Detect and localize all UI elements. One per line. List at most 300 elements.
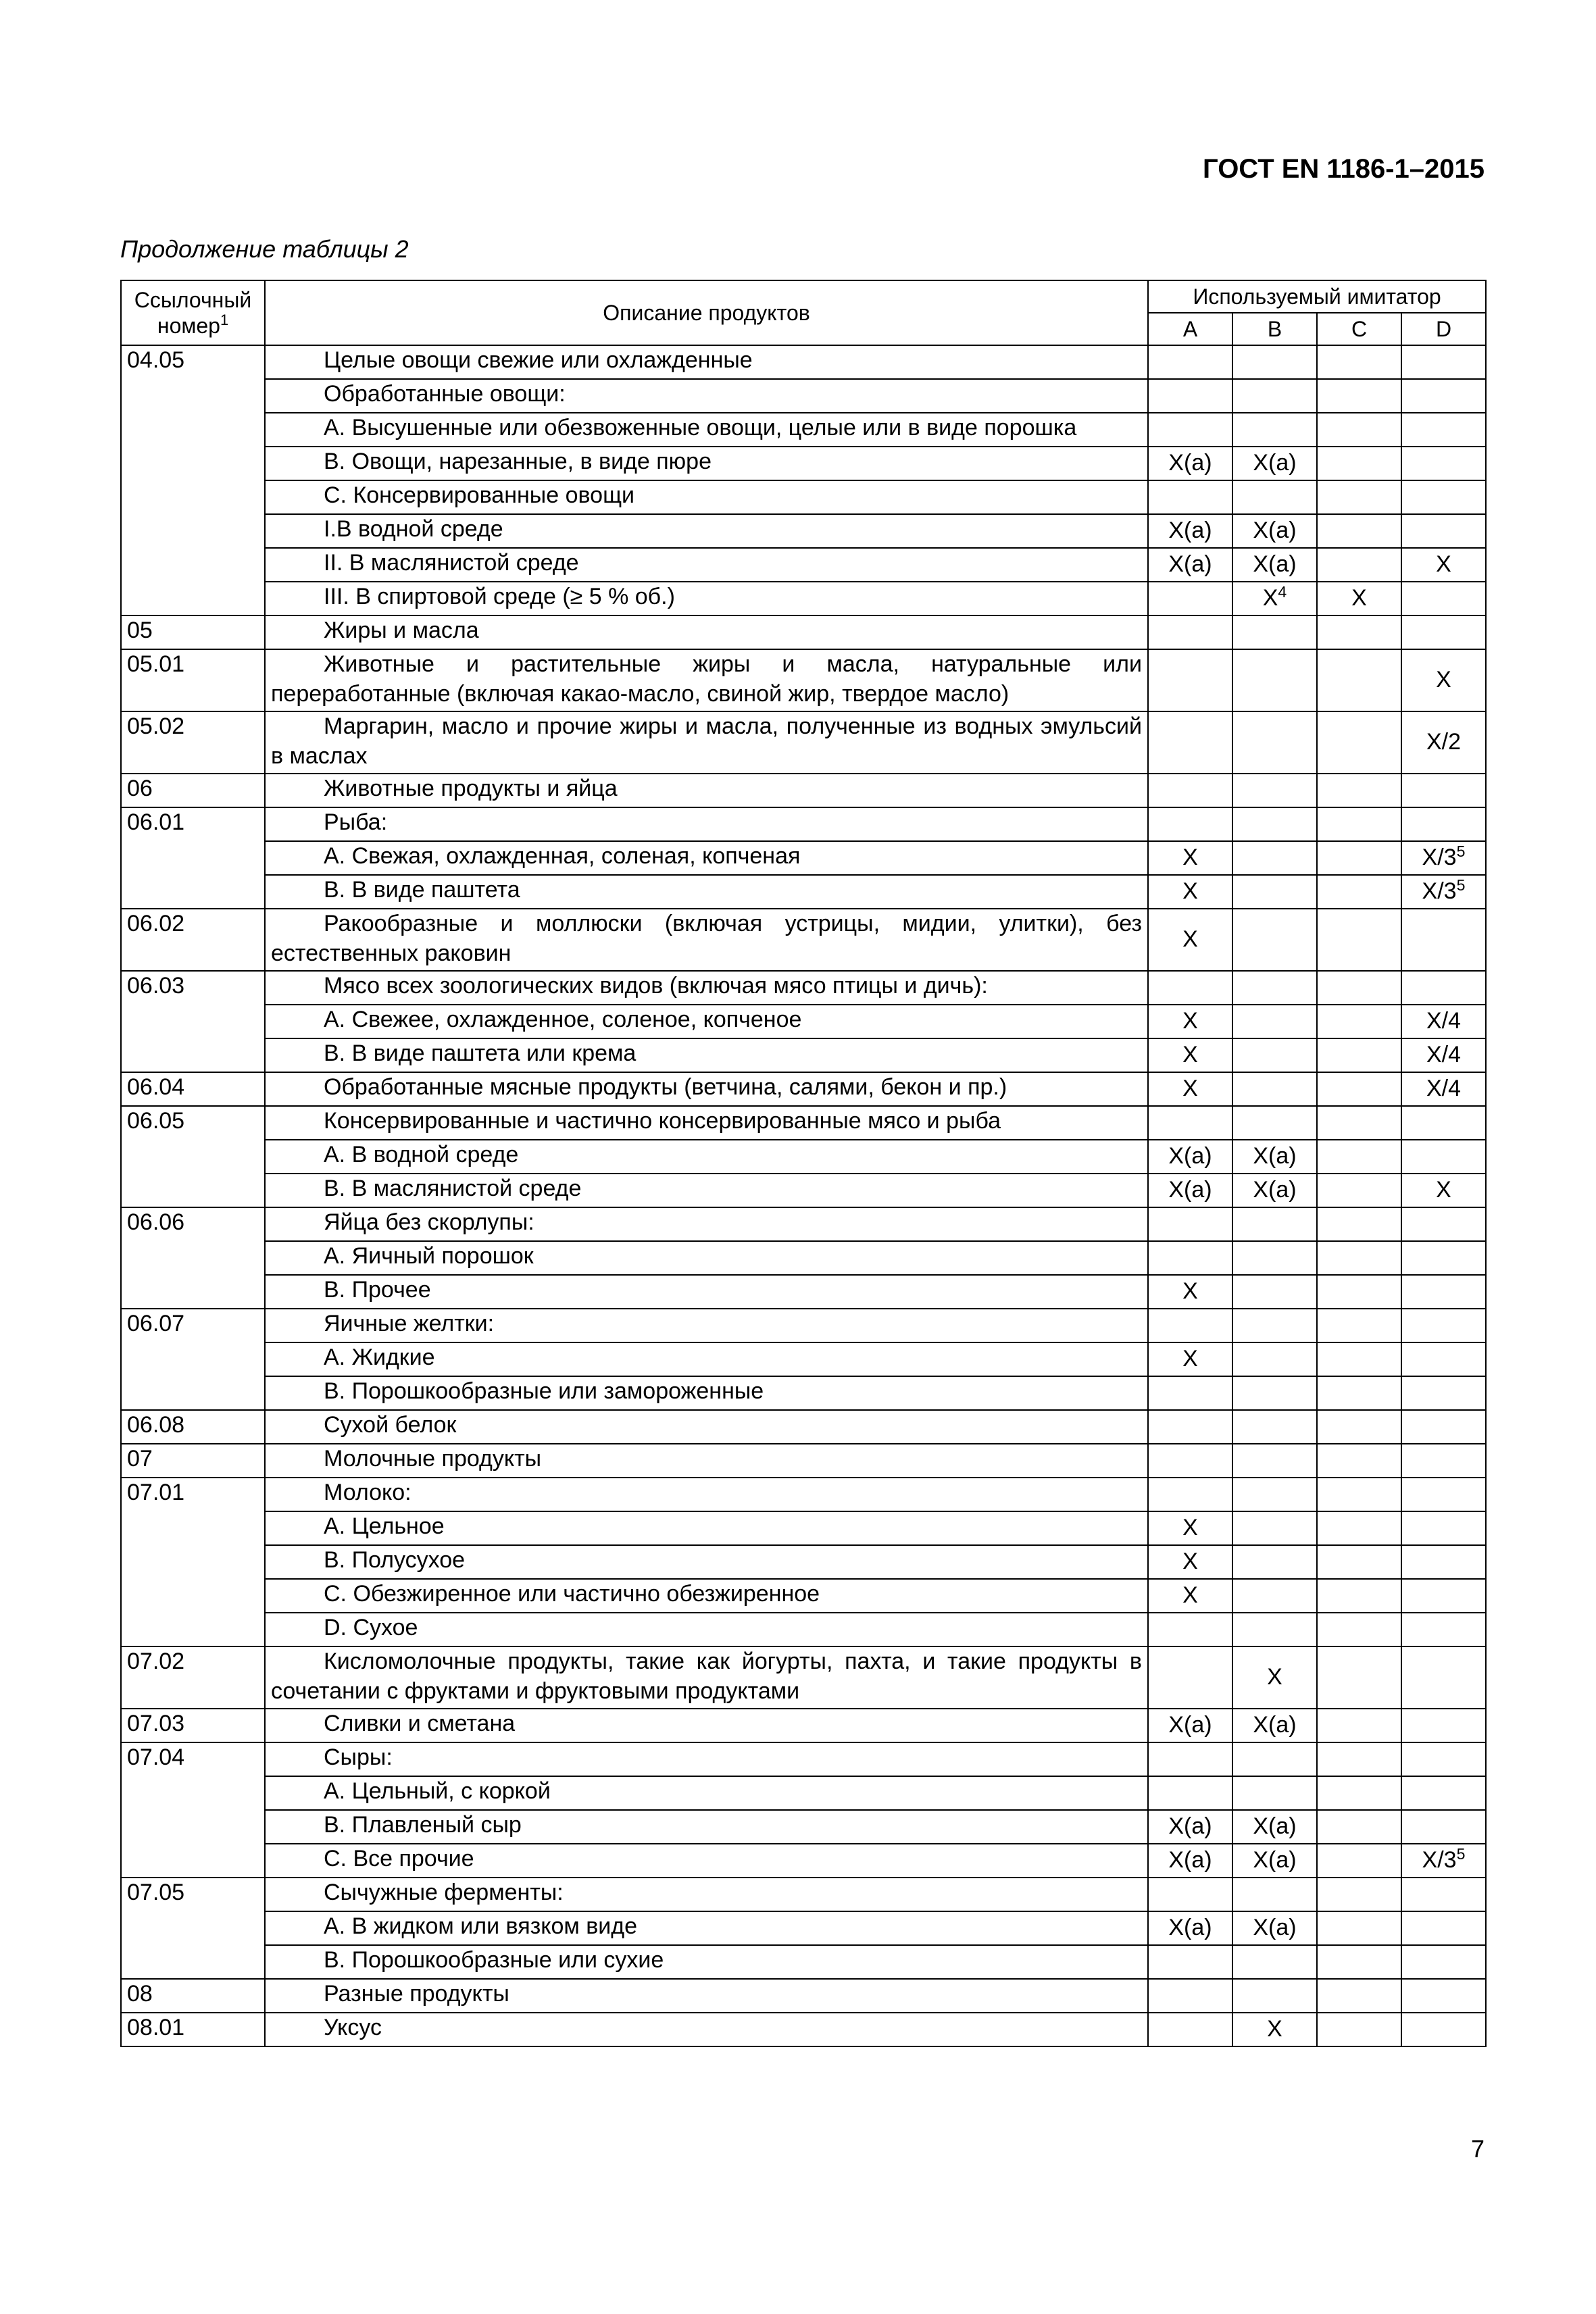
table-row	[121, 345, 1486, 379]
simulant-c-cell	[1317, 649, 1401, 711]
simulant-d-cell	[1401, 649, 1486, 711]
simulant-table	[120, 280, 1487, 2047]
simulant-a-cell	[1148, 1878, 1232, 1911]
simulant-a-cell	[1148, 1511, 1232, 1545]
simulant-b-cell	[1232, 1241, 1317, 1275]
simulant-a-cell	[1148, 1072, 1232, 1106]
simulant-c-cell	[1317, 774, 1401, 807]
product-description: Обработанные мясные продукты (ветчина, салями, бекон и пр.)	[265, 1072, 1148, 1106]
header-ref-footnote: 1	[220, 311, 229, 329]
product-description: Сыры:	[265, 1742, 1148, 1776]
simulant-b-cell	[1232, 1072, 1317, 1106]
simulant-mark: X	[1182, 926, 1198, 953]
table-row	[121, 447, 1486, 480]
table-row	[121, 1945, 1486, 1979]
product-description: Молочные продукты	[265, 1444, 1148, 1478]
product-description: B. Порошкообразные или замороженные	[265, 1376, 1148, 1410]
simulant-mark: X(a)	[1168, 450, 1212, 476]
table-row	[121, 480, 1486, 514]
simulant-d-cell	[1401, 413, 1486, 447]
simulant-c-cell	[1317, 1742, 1401, 1776]
simulant-b-cell	[1232, 615, 1317, 649]
simulant-mark: X(a)	[1253, 1177, 1297, 1203]
simulant-d-cell	[1401, 1241, 1486, 1275]
simulant-mark: X(a)	[1253, 450, 1297, 476]
simulant-c-cell	[1317, 1511, 1401, 1545]
simulant-b-cell	[1232, 1709, 1317, 1742]
header-simulant-b: B	[1232, 313, 1317, 345]
product-description: Животные продукты и яйца	[265, 774, 1148, 807]
simulant-mark: X	[1182, 1549, 1198, 1575]
simulant-mark: X	[1436, 667, 1451, 693]
simulant-a-cell	[1148, 1545, 1232, 1579]
table-row	[121, 971, 1486, 1005]
simulant-mark: X	[1182, 1076, 1198, 1102]
simulant-d-cell	[1401, 1911, 1486, 1945]
simulant-c-cell	[1317, 1844, 1401, 1878]
simulant-c-cell	[1317, 1709, 1401, 1742]
table-row	[121, 1410, 1486, 1444]
simulant-c-cell	[1317, 1478, 1401, 1511]
simulant-d-cell	[1401, 615, 1486, 649]
product-description: A. В водной среде	[265, 1140, 1148, 1174]
table-row	[121, 1844, 1486, 1878]
simulant-d-cell	[1401, 447, 1486, 480]
simulant-b-cell	[1232, 413, 1317, 447]
simulant-a-cell	[1148, 1309, 1232, 1342]
simulant-c-cell	[1317, 514, 1401, 548]
product-description: I.В водной среде	[265, 514, 1148, 548]
simulant-d-cell	[1401, 548, 1486, 582]
simulant-c-cell	[1317, 1646, 1401, 1709]
simulant-c-cell	[1317, 971, 1401, 1005]
simulant-b-cell	[1232, 1038, 1317, 1072]
simulant-mark: X(a)	[1253, 1712, 1297, 1738]
simulant-mark: X	[1182, 1346, 1198, 1372]
simulant-a-cell	[1148, 2013, 1232, 2046]
product-description: A. Высушенные или обезвоженные овощи, целые или в виде порошка	[265, 413, 1148, 447]
product-description: Целые овощи свежие или охлажденные	[265, 345, 1148, 379]
table-row	[121, 548, 1486, 582]
table-row	[121, 1309, 1486, 1342]
simulant-d-cell	[1401, 582, 1486, 615]
simulant-c-cell	[1317, 1106, 1401, 1140]
simulant-d-cell	[1401, 1545, 1486, 1579]
product-description: Разные продукты	[265, 1979, 1148, 2013]
table-row	[121, 875, 1486, 909]
reference-number: 07.04	[121, 1742, 265, 1878]
simulant-a-cell	[1148, 379, 1232, 413]
product-description: B. Прочее	[265, 1275, 1148, 1309]
simulant-a-cell	[1148, 1844, 1232, 1878]
table-row	[121, 807, 1486, 841]
table-row	[121, 1979, 1486, 2013]
simulant-mark: X	[1182, 878, 1198, 905]
reference-number: 05.02	[121, 711, 265, 774]
product-description: Сухой белок	[265, 1410, 1148, 1444]
simulant-mark: X(a)	[1168, 1813, 1212, 1840]
simulant-mark: X(a)	[1168, 1712, 1212, 1738]
simulant-a-cell	[1148, 649, 1232, 711]
reference-number: 06.05	[121, 1106, 265, 1207]
simulant-mark: X	[1182, 1515, 1198, 1541]
table-row	[121, 841, 1486, 875]
simulant-a-cell	[1148, 1945, 1232, 1979]
footnote-ref: 5	[1456, 842, 1466, 860]
simulant-b-cell	[1232, 1207, 1317, 1241]
simulant-d-cell	[1401, 971, 1486, 1005]
simulant-mark: X/2	[1426, 729, 1462, 755]
page-number: 7	[1470, 2135, 1485, 2163]
reference-number: 07	[121, 1444, 265, 1478]
simulant-c-cell	[1317, 1776, 1401, 1810]
simulant-b-cell	[1232, 1810, 1317, 1844]
simulant-a-cell	[1148, 971, 1232, 1005]
product-description: Молоко:	[265, 1478, 1148, 1511]
reference-number: 05	[121, 615, 265, 649]
simulant-b-cell	[1232, 1444, 1317, 1478]
simulant-b-cell	[1232, 2013, 1317, 2046]
product-description: B. В маслянистой среде	[265, 1174, 1148, 1207]
simulant-c-cell	[1317, 1241, 1401, 1275]
simulant-b-cell	[1232, 1579, 1317, 1613]
table-row	[121, 1241, 1486, 1275]
simulant-a-cell	[1148, 807, 1232, 841]
simulant-mark: X/3	[1422, 878, 1457, 905]
table-row	[121, 1140, 1486, 1174]
product-description: A. Свежее, охлажденное, соленое, копченое	[265, 1005, 1148, 1038]
simulant-a-cell	[1148, 1241, 1232, 1275]
simulant-a-cell	[1148, 1478, 1232, 1511]
simulant-b-cell	[1232, 1275, 1317, 1309]
simulant-d-cell	[1401, 1038, 1486, 1072]
table-row	[121, 909, 1486, 971]
simulant-c-cell	[1317, 807, 1401, 841]
simulant-a-cell	[1148, 1979, 1232, 2013]
table-row	[121, 1810, 1486, 1844]
simulant-d-cell	[1401, 1776, 1486, 1810]
simulant-c-cell	[1317, 1545, 1401, 1579]
simulant-b-cell	[1232, 1979, 1317, 2013]
simulant-b-cell	[1232, 1140, 1317, 1174]
simulant-d-cell	[1401, 1376, 1486, 1410]
simulant-d-cell	[1401, 1979, 1486, 2013]
simulant-d-cell	[1401, 1207, 1486, 1241]
simulant-b-cell	[1232, 1410, 1317, 1444]
simulant-a-cell	[1148, 1106, 1232, 1140]
product-description: III. В спиртовой среде (≥ 5 % об.)	[265, 582, 1148, 615]
simulant-a-cell	[1148, 615, 1232, 649]
simulant-a-cell	[1148, 1742, 1232, 1776]
reference-number: 07.05	[121, 1878, 265, 1979]
simulant-b-cell	[1232, 447, 1317, 480]
reference-number: 06.03	[121, 971, 265, 1072]
table-row	[121, 1776, 1486, 1810]
simulant-c-cell	[1317, 1174, 1401, 1207]
table-row	[121, 615, 1486, 649]
reference-number: 07.03	[121, 1709, 265, 1742]
simulant-d-cell	[1401, 1174, 1486, 1207]
simulant-c-cell	[1317, 2013, 1401, 2046]
simulant-c-cell	[1317, 1878, 1401, 1911]
product-description: Жиры и масла	[265, 615, 1148, 649]
simulant-a-cell	[1148, 548, 1232, 582]
simulant-mark: X	[1351, 585, 1367, 611]
product-description: Уксус	[265, 2013, 1148, 2046]
simulant-d-cell	[1401, 1444, 1486, 1478]
table-row	[121, 514, 1486, 548]
footnote-ref: 4	[1278, 582, 1287, 601]
simulant-d-cell	[1401, 875, 1486, 909]
simulant-mark: X(a)	[1168, 1177, 1212, 1203]
simulant-mark: X(a)	[1168, 1847, 1212, 1873]
simulant-d-cell	[1401, 1005, 1486, 1038]
product-description: C. Консервированные овощи	[265, 480, 1148, 514]
reference-number: 07.02	[121, 1646, 265, 1709]
simulant-c-cell	[1317, 447, 1401, 480]
simulant-b-cell	[1232, 345, 1317, 379]
reference-number: 06	[121, 774, 265, 807]
product-description: A. Свежая, охлажденная, соленая, копченая	[265, 841, 1148, 875]
simulant-d-cell	[1401, 1511, 1486, 1545]
simulant-d-cell	[1401, 1106, 1486, 1140]
simulant-a-cell	[1148, 1579, 1232, 1613]
simulant-c-cell	[1317, 1140, 1401, 1174]
simulant-a-cell	[1148, 1174, 1232, 1207]
simulant-b-cell	[1232, 971, 1317, 1005]
product-description: Обработанные овощи:	[265, 379, 1148, 413]
simulant-c-cell	[1317, 1275, 1401, 1309]
simulant-c-cell	[1317, 1342, 1401, 1376]
simulant-mark: X(a)	[1168, 551, 1212, 578]
simulant-mark: X	[1182, 1278, 1198, 1305]
table-row	[121, 1579, 1486, 1613]
simulant-a-cell	[1148, 1342, 1232, 1376]
reference-number: 07.01	[121, 1478, 265, 1646]
table-row	[121, 1878, 1486, 1911]
simulant-mark: X(a)	[1253, 1847, 1297, 1873]
simulant-mark: X	[1182, 845, 1198, 871]
simulant-c-cell	[1317, 1207, 1401, 1241]
simulant-d-cell	[1401, 1579, 1486, 1613]
simulant-mark: X(a)	[1168, 1143, 1212, 1169]
footnote-ref: 5	[1456, 1844, 1466, 1863]
table-caption: Продолжение таблицы 2	[120, 235, 409, 263]
product-description: Рыба:	[265, 807, 1148, 841]
simulant-mark: X(a)	[1253, 518, 1297, 544]
reference-number: 06.07	[121, 1309, 265, 1410]
table-row	[121, 1342, 1486, 1376]
simulant-b-cell	[1232, 1776, 1317, 1810]
simulant-a-cell	[1148, 1810, 1232, 1844]
table-row	[121, 774, 1486, 807]
simulant-b-cell	[1232, 1844, 1317, 1878]
table-row	[121, 1038, 1486, 1072]
simulant-mark: X	[1267, 1664, 1282, 1690]
simulant-c-cell	[1317, 582, 1401, 615]
simulant-d-cell	[1401, 1613, 1486, 1646]
header-ref: Ссылочный номер$^1$	[121, 280, 265, 345]
table-row	[121, 1742, 1486, 1776]
simulant-b-cell	[1232, 711, 1317, 774]
simulant-a-cell	[1148, 1613, 1232, 1646]
simulant-d-cell	[1401, 514, 1486, 548]
simulant-mark: X(a)	[1168, 518, 1212, 544]
simulant-a-cell	[1148, 1207, 1232, 1241]
simulant-mark: X/3	[1422, 1847, 1457, 1873]
product-description: Яйца без скорлупы:	[265, 1207, 1148, 1241]
product-description: C. Обезжиренное или частично обезжиренное	[265, 1579, 1148, 1613]
product-description: B. В виде паштета или крема	[265, 1038, 1148, 1072]
product-description: A. Яичный порошок	[265, 1241, 1148, 1275]
simulant-c-cell	[1317, 1410, 1401, 1444]
simulant-d-cell	[1401, 1342, 1486, 1376]
simulant-a-cell	[1148, 1709, 1232, 1742]
simulant-c-cell	[1317, 1309, 1401, 1342]
simulant-b-cell	[1232, 1878, 1317, 1911]
simulant-a-cell	[1148, 1275, 1232, 1309]
simulant-a-cell	[1148, 1038, 1232, 1072]
product-description: A. Жидкие	[265, 1342, 1148, 1376]
simulant-c-cell	[1317, 548, 1401, 582]
simulant-b-cell	[1232, 379, 1317, 413]
table-row	[121, 1275, 1486, 1309]
simulant-a-cell	[1148, 447, 1232, 480]
simulant-mark: X(a)	[1253, 1813, 1297, 1840]
simulant-a-cell	[1148, 1911, 1232, 1945]
product-description: Мясо всех зоологических видов (включая мясо птицы и дичь):	[265, 971, 1148, 1005]
table-row	[121, 1072, 1486, 1106]
simulant-a-cell	[1148, 1005, 1232, 1038]
simulant-c-cell	[1317, 615, 1401, 649]
simulant-b-cell	[1232, 582, 1317, 615]
product-description: B. Полусухое	[265, 1545, 1148, 1579]
simulant-d-cell	[1401, 379, 1486, 413]
simulant-a-cell	[1148, 1376, 1232, 1410]
simulant-c-cell	[1317, 1038, 1401, 1072]
simulant-b-cell	[1232, 1545, 1317, 1579]
simulant-c-cell	[1317, 711, 1401, 774]
simulant-mark: X	[1262, 585, 1278, 611]
simulant-b-cell	[1232, 514, 1317, 548]
simulant-c-cell	[1317, 1613, 1401, 1646]
simulant-d-cell	[1401, 1410, 1486, 1444]
simulant-a-cell	[1148, 841, 1232, 875]
simulant-b-cell	[1232, 548, 1317, 582]
table-row	[121, 1444, 1486, 1478]
product-description: Яичные желтки:	[265, 1309, 1148, 1342]
simulant-b-cell	[1232, 1742, 1317, 1776]
simulant-d-cell	[1401, 1275, 1486, 1309]
simulant-d-cell	[1401, 1646, 1486, 1709]
simulant-c-cell	[1317, 379, 1401, 413]
product-description: Кисломолочные продукты, такие как йогурты, пахта, и такие продукты в сочетании с фруктами и фруктовыми продуктами	[265, 1646, 1148, 1709]
table-row	[121, 649, 1486, 711]
simulant-c-cell	[1317, 1911, 1401, 1945]
product-description: B. Плавленый сыр	[265, 1810, 1148, 1844]
simulant-a-cell	[1148, 711, 1232, 774]
reference-number: 08.01	[121, 2013, 265, 2046]
simulant-c-cell	[1317, 345, 1401, 379]
simulant-mark: X/3	[1422, 845, 1457, 871]
product-description: Сливки и сметана	[265, 1709, 1148, 1742]
simulant-b-cell	[1232, 1376, 1317, 1410]
product-description: A. В жидком или вязком виде	[265, 1911, 1148, 1945]
simulant-mark: X(a)	[1253, 1915, 1297, 1941]
simulant-d-cell	[1401, 1072, 1486, 1106]
simulant-d-cell	[1401, 909, 1486, 971]
simulant-mark: X	[1436, 1177, 1451, 1203]
table-row	[121, 1511, 1486, 1545]
simulant-a-cell	[1148, 774, 1232, 807]
simulant-mark: X/4	[1426, 1042, 1462, 1068]
header-simulant-d: D	[1401, 313, 1486, 345]
table-row	[121, 1646, 1486, 1709]
simulant-d-cell	[1401, 774, 1486, 807]
reference-number: 08	[121, 1979, 265, 2013]
simulant-a-cell	[1148, 1444, 1232, 1478]
table-row	[121, 1207, 1486, 1241]
simulant-b-cell	[1232, 1911, 1317, 1945]
simulant-a-cell	[1148, 480, 1232, 514]
header-simulant-a: A	[1148, 313, 1232, 345]
simulant-c-cell	[1317, 1376, 1401, 1410]
product-description: B. В виде паштета	[265, 875, 1148, 909]
simulant-b-cell	[1232, 774, 1317, 807]
simulant-a-cell	[1148, 909, 1232, 971]
simulant-b-cell	[1232, 909, 1317, 971]
product-description: B. Овощи, нарезанные, в виде пюре	[265, 447, 1148, 480]
simulant-b-cell	[1232, 1005, 1317, 1038]
simulant-b-cell	[1232, 1106, 1317, 1140]
simulant-d-cell	[1401, 480, 1486, 514]
header-description: Описание продуктов	[265, 280, 1148, 345]
table-row	[121, 1478, 1486, 1511]
simulant-mark: X	[1267, 2016, 1282, 2042]
simulant-d-cell	[1401, 1945, 1486, 1979]
simulant-mark: X(a)	[1253, 1143, 1297, 1169]
reference-number: 04.05	[121, 345, 265, 615]
table-row	[121, 1174, 1486, 1207]
simulant-b-cell	[1232, 1174, 1317, 1207]
table-row	[121, 582, 1486, 615]
simulant-a-cell	[1148, 345, 1232, 379]
footnote-ref: 5	[1456, 876, 1466, 894]
simulant-d-cell	[1401, 1478, 1486, 1511]
simulant-b-cell	[1232, 649, 1317, 711]
simulant-d-cell	[1401, 1709, 1486, 1742]
document-code: ГОСТ EN 1186-1–2015	[1203, 154, 1485, 184]
header-simulant: Используемый имитатор	[1148, 280, 1486, 313]
product-description: D. Сухое	[265, 1613, 1148, 1646]
simulant-d-cell	[1401, 711, 1486, 774]
simulant-d-cell	[1401, 1844, 1486, 1878]
product-description: Сычужные ферменты:	[265, 1878, 1148, 1911]
simulant-d-cell	[1401, 1309, 1486, 1342]
simulant-d-cell	[1401, 1140, 1486, 1174]
simulant-a-cell	[1148, 582, 1232, 615]
simulant-c-cell	[1317, 1945, 1401, 1979]
table-row	[121, 413, 1486, 447]
simulant-b-cell	[1232, 1511, 1317, 1545]
simulant-a-cell	[1148, 1776, 1232, 1810]
table-row	[121, 1005, 1486, 1038]
product-description: Ракообразные и моллюски (включая устрицы, мидии, улитки), без естественных раковин	[265, 909, 1148, 971]
simulant-b-cell	[1232, 1309, 1317, 1342]
reference-number: 06.08	[121, 1410, 265, 1444]
product-description: Животные и растительные жиры и масла, натуральные или переработанные (включая какао-масло, свиной жир, твердое масло)	[265, 649, 1148, 711]
simulant-a-cell	[1148, 514, 1232, 548]
